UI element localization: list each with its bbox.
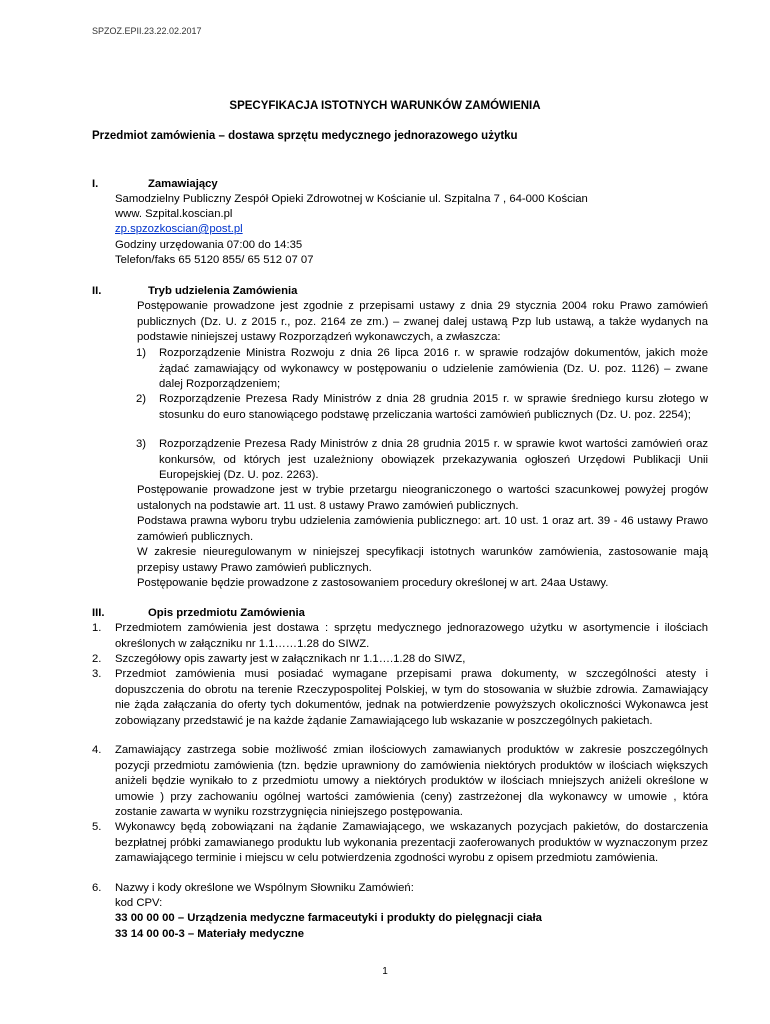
section-2-heading: Tryb udzielenia Zamówienia	[148, 285, 298, 297]
section-1-heading: Zamawiający	[148, 178, 218, 190]
list-item-text: Przedmiotem zamówienia jest dostawa : sprzętu medycznego jednorazowego użytku w asortymencie i ilościach określonych w załączniku nr 1.1……1.28 do SIWZ.	[115, 622, 708, 650]
list-item-number: 3.	[92, 668, 102, 680]
section-3-number: III.	[92, 607, 105, 619]
section-2-paragraph: Postępowanie będzie prowadzone z zastosowaniem procedury określonej w art. 24aa Ustawy.	[137, 577, 609, 589]
email-link[interactable]: zp.spzozkoscian@post.pl	[115, 223, 243, 235]
document-subject: Przedmiot zamówienia – dostawa sprzętu medycznego jednorazowego użytku	[92, 130, 518, 142]
list-item-number: 5.	[92, 821, 102, 833]
list-item-number: 2.	[92, 653, 102, 665]
section-2-paragraph: Postępowanie prowadzone jest w trybie przetargu nieograniczonego o wartości szacunkowej powyżej progów ustalonych na podstawie art. 11 ust. 8 ustawy Prawo zamówień publicznych.	[137, 484, 708, 512]
cpv-code-1: 33 00 00 00 – Urządzenia medyczne farmaceutyki i produkty do pielęgnacji ciała	[115, 912, 542, 924]
cpv-code-2: 33 14 00 00-3 – Materiały medyczne	[115, 928, 305, 940]
list-item-text: Szczegółowy opis zawarty jest w załącznikach nr 1.1….1.28 do SIWZ,	[115, 653, 466, 665]
phone-fax: Telefon/faks 65 5120 855/ 65 512 07 07	[115, 254, 314, 266]
list-item-number: 1.	[92, 622, 102, 634]
document-id: SPZOZ.EPII.23.22.02.2017	[92, 26, 202, 36]
section-2-paragraph: Podstawa prawna wyboru trybu udzielenia zamówienia publicznego: art. 10 ust. 1 oraz art. 39 - 46 ustawy Prawo zamówień publicznych.	[137, 515, 708, 543]
section-2-paragraph: W zakresie nieuregulowanym w niniejszej specyfikacji istotnych warunków zamówienia, zastosowanie mają przepisy ustawy Prawo zamówień publicznych.	[137, 546, 708, 574]
subitem-text: Rozporządzenie Prezesa Rady Ministrów z dnia 28 grudnia 2015 r. w sprawie kwot wartości zamówień oraz konkursów, od których jest uzależniony obowiązek przekazywania ogłoszeń Urzędowi Publikacji Unii Europejskiej (Dz. U. poz. 2263).	[159, 438, 708, 481]
subitem-text: Rozporządzenie Prezesa Rady Ministrów z dnia 28 grudnia 2015 r. w sprawie średniego kursu złotego w stosunku do euro stanowiącego podstawę przeliczania wartości zamówień publicznych (Dz. U. poz. 2254);	[159, 393, 708, 421]
list-item-text: Nazwy i kody określone we Wspólnym Słowniku Zamówień:	[115, 882, 414, 894]
section-2-number: II.	[92, 285, 102, 297]
list-item-text: Wykonawcy będą zobowiązani na żądanie Zamawiającego, we wskazanych pozycjach pakietów, do dostarczenia bezpłatnej próbki zamawianego produktu lub wykonania prezentacji zaoferowanych produktów w wyznaczonym przez zamawiającego terminie i miejscu w celu potwierdzenia zgodności wyrobu z opisem przedmiotu zamówienia.	[115, 821, 708, 864]
section-1-number: I.	[92, 178, 99, 190]
list-item-text: Zamawiający zastrzega sobie możliwość zmian ilościowych zamawianych produktów w zakresie poszczególnych pozycji przedmiotu zamówienia (tzn. będzie uprawniony do zamówienia niektórych produktów w ilościach większych aniżeli będzie wynikało to z przedmiotu umowy a niektórych produktów w ilościach mniejszych aniżeli określone w umowie ) przy zachowaniu ogólnej wartości zamówienia (ceny) zastrzeżonej dla wykonawcy w umowie , która zostanie zawarta w wyniku rozstrzygnięcia niniejszego postępowania.	[115, 744, 708, 818]
cpv-label: kod CPV:	[115, 897, 163, 909]
list-item-number: 6.	[92, 882, 102, 894]
document-title: SPECYFIKACJA ISTOTNYCH WARUNKÓW ZAMÓWIENIA	[229, 100, 541, 112]
subitem-number: 1)	[136, 347, 147, 359]
subitem-number: 2)	[136, 393, 147, 405]
section-1-line: Samodzielny Publiczny Zespół Opieki Zdrowotnej w Kościanie ul. Szpitalna 7 , 64-000 Kościan	[115, 193, 588, 205]
list-item-text: Przedmiot zamówienia musi posiadać wymagane przepisami prawa dokumenty, w szczególności atesty i dopuszczenia do obrotu na terenie Rzeczypospolitej Polskiej, w tym do stosowania w służbie zdrowia. Zamawiający nie żąda załączania do oferty tych dokumentów, jednak na potwierdzenie powyższych okoliczności Wykonawca jest zobowiązany przedstawić je na każde żądanie Zamawiającego lub wskazanie w poszczególnych pakietach.	[115, 668, 708, 727]
section-1-line: www. Szpital.koscian.pl	[115, 208, 233, 220]
subitem-number: 3)	[136, 438, 147, 450]
office-hours: Godziny urzędowania 07:00 do 14:35	[115, 239, 303, 251]
section-3-heading: Opis przedmiotu Zamówienia	[148, 607, 305, 619]
list-item-number: 4.	[92, 744, 102, 756]
section-2-paragraph: Postępowanie prowadzone jest zgodnie z przepisami ustawy z dnia 29 stycznia 2004 roku Prawo zamówień publicznych (Dz. U. z 2015 r., poz. 2164 ze zm.) – zwanej dalej ustawą Pzp lub ustawą, a także wydanych na podstawie niniejszej ustawy Rozporządzeń wykonawczych, a zwłaszcza:	[137, 300, 708, 343]
page-number: 1	[382, 966, 388, 977]
subitem-text: Rozporządzenie Ministra Rozwoju z dnia 26 lipca 2016 r. w sprawie rodzajów dokumentów, jakich może żądać zamawiający od wykonawcy w postępowaniu o udzielenie zamówienia (Dz. U. poz. 1126) – zwane dalej Rozporządzeniem;	[159, 347, 708, 390]
